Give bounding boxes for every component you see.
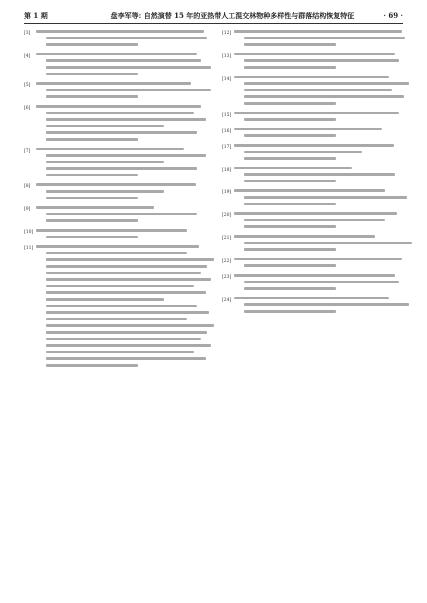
reference-number: [4] bbox=[24, 53, 31, 59]
text-line bbox=[46, 265, 207, 268]
text-line bbox=[234, 258, 402, 261]
text-line bbox=[234, 274, 395, 277]
text-line bbox=[46, 112, 194, 115]
reference-entry bbox=[222, 112, 402, 125]
text-line bbox=[46, 43, 138, 46]
reference-entry bbox=[24, 183, 204, 203]
text-line bbox=[244, 310, 336, 313]
text-line bbox=[36, 30, 204, 33]
text-line bbox=[46, 161, 164, 164]
reference-entry bbox=[222, 258, 402, 271]
reference-entry bbox=[24, 245, 204, 370]
text-line bbox=[244, 134, 336, 137]
header-rule bbox=[24, 23, 403, 24]
reference-number: [11] bbox=[24, 246, 34, 252]
text-line bbox=[36, 105, 201, 108]
reference-entry bbox=[222, 144, 402, 164]
text-line bbox=[46, 338, 201, 341]
text-line bbox=[46, 324, 214, 327]
reference-number: [18] bbox=[222, 167, 232, 173]
text-line bbox=[244, 180, 336, 183]
text-line bbox=[234, 128, 382, 131]
text-line bbox=[46, 331, 207, 334]
text-line bbox=[244, 82, 409, 85]
text-line bbox=[244, 118, 336, 121]
text-line bbox=[234, 212, 397, 215]
text-line bbox=[46, 318, 187, 321]
text-line bbox=[244, 287, 336, 290]
text-line bbox=[244, 225, 336, 228]
text-line bbox=[46, 154, 206, 157]
text-line bbox=[36, 206, 154, 209]
reference-number: [8] bbox=[24, 184, 31, 190]
text-line bbox=[244, 248, 336, 251]
reference-entry bbox=[222, 167, 402, 187]
reference-entry bbox=[222, 274, 402, 294]
reference-number: [14] bbox=[222, 76, 232, 82]
text-line bbox=[234, 189, 385, 192]
text-line bbox=[36, 148, 184, 151]
reference-entry bbox=[222, 297, 402, 317]
text-line bbox=[244, 89, 392, 92]
reference-entry bbox=[222, 189, 402, 209]
text-line bbox=[234, 30, 402, 33]
text-line bbox=[46, 364, 138, 367]
text-line bbox=[244, 303, 409, 306]
text-line bbox=[244, 151, 362, 154]
text-line bbox=[244, 43, 336, 46]
text-line bbox=[244, 242, 412, 245]
text-line bbox=[46, 305, 197, 308]
reference-number: [6] bbox=[24, 105, 31, 111]
text-line bbox=[244, 173, 395, 176]
reference-number: [15] bbox=[222, 112, 232, 118]
reference-entry bbox=[24, 229, 204, 242]
text-line bbox=[234, 297, 389, 300]
reference-entry bbox=[222, 128, 402, 141]
reference-entry bbox=[222, 235, 402, 255]
running-title: 盘李军等: 自然演替 15 年的亚热带人工混交林物种多样性与群落结构恢复特征 bbox=[110, 11, 355, 20]
text-line bbox=[234, 144, 394, 147]
text-line bbox=[46, 291, 206, 294]
text-line bbox=[46, 73, 138, 76]
text-line bbox=[46, 219, 138, 222]
text-line bbox=[46, 138, 138, 141]
text-line bbox=[46, 272, 201, 275]
text-line bbox=[234, 167, 352, 170]
text-line bbox=[244, 102, 336, 105]
text-line bbox=[244, 264, 336, 267]
text-line bbox=[46, 351, 194, 354]
text-line bbox=[244, 157, 336, 160]
text-line bbox=[46, 298, 164, 301]
reference-number: [12] bbox=[222, 31, 232, 36]
text-line bbox=[46, 37, 207, 40]
running-header bbox=[24, 8, 403, 22]
reference-column-left bbox=[24, 30, 204, 374]
reference-column-right bbox=[222, 30, 402, 320]
reference-number: [3] bbox=[24, 31, 31, 36]
reference-entry bbox=[24, 148, 204, 181]
text-line bbox=[46, 95, 138, 98]
text-line bbox=[46, 167, 197, 170]
reference-entry bbox=[222, 212, 402, 232]
text-line bbox=[46, 357, 206, 360]
text-line bbox=[46, 118, 206, 121]
text-line bbox=[46, 344, 211, 347]
text-line bbox=[36, 229, 187, 232]
reference-entry bbox=[24, 82, 204, 102]
text-line bbox=[36, 53, 197, 56]
text-line bbox=[244, 59, 399, 62]
reference-number: [10] bbox=[24, 230, 34, 236]
reference-number: [21] bbox=[222, 236, 232, 242]
text-line bbox=[46, 236, 138, 239]
text-line bbox=[46, 311, 209, 314]
text-line bbox=[244, 66, 336, 69]
text-line bbox=[234, 53, 395, 56]
reference-number: [7] bbox=[24, 148, 31, 154]
text-line bbox=[46, 213, 197, 216]
text-line bbox=[244, 203, 336, 206]
text-line bbox=[244, 281, 399, 284]
text-line bbox=[234, 76, 389, 79]
text-line bbox=[46, 131, 197, 134]
text-line bbox=[46, 190, 164, 193]
text-line bbox=[46, 258, 214, 261]
text-line bbox=[234, 235, 375, 238]
reference-entry bbox=[24, 206, 204, 226]
text-line bbox=[36, 245, 199, 248]
reference-number: [17] bbox=[222, 144, 232, 150]
text-line bbox=[46, 252, 187, 255]
reference-entry bbox=[222, 30, 402, 50]
text-line bbox=[46, 197, 138, 200]
reference-number: [20] bbox=[222, 213, 232, 219]
reference-entry bbox=[24, 53, 204, 79]
text-line bbox=[244, 95, 404, 98]
reference-entry bbox=[24, 30, 204, 50]
issue-number: 第 1 期 bbox=[24, 11, 48, 20]
text-line bbox=[46, 66, 211, 69]
text-line bbox=[36, 183, 196, 186]
text-line bbox=[46, 174, 138, 177]
text-line bbox=[234, 112, 399, 115]
page-number: · 69 · bbox=[383, 11, 403, 20]
text-line bbox=[36, 82, 191, 85]
reference-number: [5] bbox=[24, 83, 31, 89]
reference-number: [13] bbox=[222, 53, 232, 59]
text-line bbox=[244, 196, 407, 199]
reference-number: [24] bbox=[222, 297, 232, 303]
reference-number: [23] bbox=[222, 275, 232, 280]
reference-number: [19] bbox=[222, 190, 232, 196]
reference-entry bbox=[24, 105, 204, 145]
reference-number: [16] bbox=[222, 128, 232, 134]
text-line bbox=[46, 89, 211, 92]
text-line bbox=[46, 285, 194, 288]
reference-number: [9] bbox=[24, 207, 31, 213]
text-line bbox=[244, 37, 405, 40]
text-line bbox=[46, 59, 201, 62]
reference-number: [22] bbox=[222, 258, 232, 264]
reference-entry bbox=[222, 76, 402, 109]
text-line bbox=[46, 125, 164, 128]
text-line bbox=[244, 219, 385, 222]
text-line bbox=[46, 278, 211, 281]
reference-entry bbox=[222, 53, 402, 73]
